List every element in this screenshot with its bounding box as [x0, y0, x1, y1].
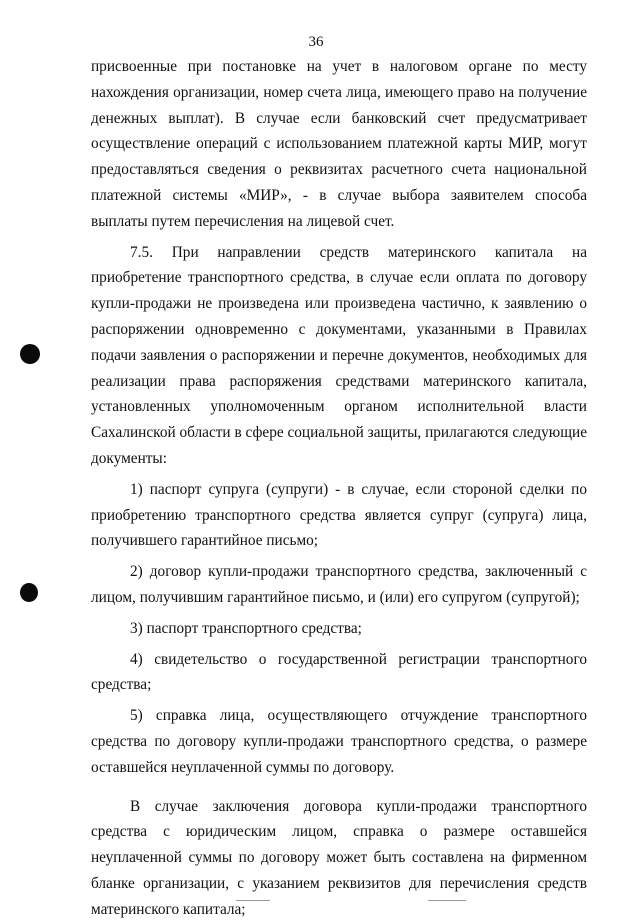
paragraph-continuation: присвоенные при постановке на учет в налоговом органе по месту нахождения организации, номер счета лица, имеющего право на получение денежных выплат). В случае если банковский счет предусматривает осуществление операций с использованием платежной карты МИР, могут предоставляться сведения о реквизитах расчетного счета национальной платежной системы «МИР», - в случае выбора заявителем способа выплаты путем перечисления на лицевой счет. — [91, 58, 587, 230]
paragraph-7-5: 7.5. При направлении средств материнского капитала на приобретение транспортного средства, в случае если оплата по договору купли-продажи не произведена или произведена частично, к заявлению о распоряжении одновременно с документами, указанными в Правилах подачи заявления о распоряжении и перечне документов, необходимых для реализации права распоряжения средствами материнского капитала, установленных уполномоченным органом исполнительной власти Сахалинской области в сфере социальной защиты, прилагаются следующие документы: — [91, 243, 587, 467]
list-item-1: 1) паспорт супруга (супруги) - в случае, если стороной сделки по приобретению транспортного средства является супруг (супруга) лица, получившего гарантийное письмо; — [91, 480, 587, 550]
document-body — [91, 54, 587, 923]
page-number: 36 — [308, 34, 324, 50]
list-item-3: 3) паспорт транспортного средства; — [130, 619, 362, 637]
scan-speck — [236, 900, 270, 901]
paragraph-legal-entity: В случае заключения договора купли-продажи транспортного средства с юридическим лицом, справка о размере оставшейся неуплаченной суммы по договору может быть составлена на фирменном бланке организации, с указанием реквизитов для перечисления средств материнского капитала; — [91, 797, 587, 918]
punch-hole-mark — [20, 583, 38, 602]
punch-hole-mark — [20, 344, 40, 364]
list-item-4: 4) свидетельство о государственной регистрации транспортного средства; — [91, 650, 587, 694]
list-item-2: 2) договор купли-продажи транспортного средства, заключенный с лицом, получившим гарантийное письмо, и (или) его супругом (супругой); — [91, 563, 587, 606]
scan-speck — [428, 900, 466, 901]
list-item-5: 5) справка лица, осуществляющего отчуждение транспортного средства по договору купли-продажи транспортного средства, о размере оставшейся неуплаченной суммы по договору. — [91, 707, 587, 776]
